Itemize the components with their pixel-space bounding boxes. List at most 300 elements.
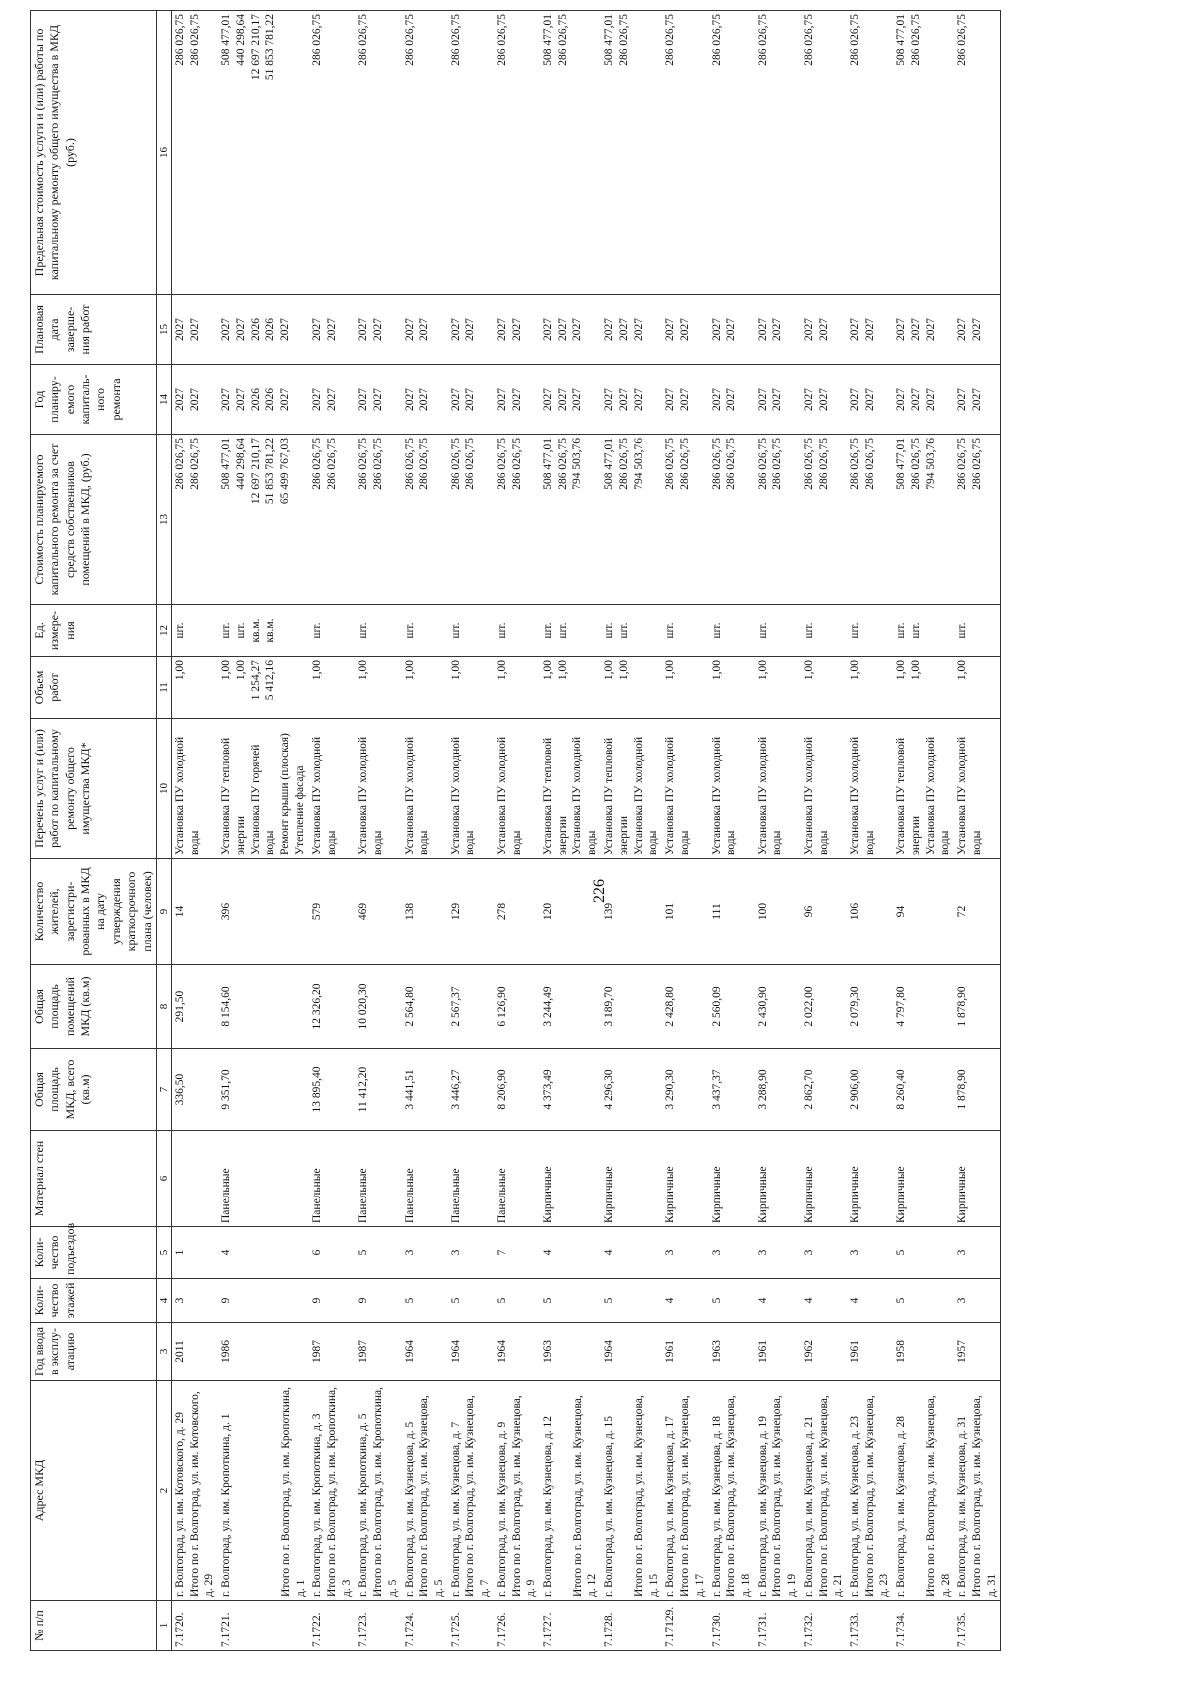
wall-material (662, 1131, 708, 1227)
repair-year-value: 2026 (249, 388, 262, 411)
volume (709, 657, 755, 719)
cost-limit-value: 286 026,75 (802, 14, 815, 66)
works-list (448, 719, 494, 859)
address-total: Итого по г. Волгоград, ул. им. Кузнецова, д. 12 (571, 1395, 599, 1597)
row-number (448, 1601, 494, 1651)
wall-material-value: Панельные (311, 1168, 324, 1223)
year-built (218, 1323, 309, 1381)
cost-limit (662, 11, 708, 295)
cost-limit-value: 508 477,01 (895, 14, 908, 66)
year-built-value: 1961 (664, 1340, 677, 1363)
floors-count-value: 9 (311, 1297, 324, 1304)
row-number-text: 7.1733. (848, 1612, 861, 1647)
unit (540, 605, 601, 657)
entrances-count (494, 1227, 540, 1279)
cost-value: 508 477,01 (603, 438, 616, 490)
address-total: Итого по г. Волгоград, ул. им. Кузнецова, д. 7 (464, 1395, 492, 1597)
cost-limit-value: 286 026,75 (617, 14, 630, 66)
year-built (847, 1323, 893, 1381)
cost-limit (355, 11, 401, 295)
cost-limit (893, 11, 954, 295)
total-area-value: 3 290,30 (664, 1069, 677, 1110)
premises-area-value: 2 564,80 (403, 986, 416, 1027)
volume-value: 1,00 (234, 660, 247, 681)
row-number-text: 7.1721. (220, 1612, 233, 1647)
address-total: Итого по г. Волгоград, ул. им. Кузнецова, д. 5 (418, 1395, 446, 1597)
repair-year-value: 2027 (418, 388, 431, 411)
repair-year-value: 2027 (449, 388, 462, 411)
residents-value: 100 (756, 902, 769, 921)
residents (601, 859, 662, 965)
cost-limit (309, 11, 355, 295)
entrances-count-value: 3 (848, 1249, 861, 1256)
cost-limit-value: 286 026,75 (173, 14, 186, 66)
address-cell (847, 1381, 893, 1601)
premises-area (540, 965, 601, 1049)
volume-value: 1,00 (403, 660, 416, 681)
total-area-value: 8 260,40 (895, 1069, 908, 1110)
residents-value: 94 (895, 905, 908, 918)
repair-year-value: 2027 (632, 388, 645, 411)
year-built (309, 1323, 355, 1381)
row-number (801, 1601, 847, 1651)
repair-year-value: 2027 (234, 388, 247, 411)
floors-count-value: 5 (449, 1297, 462, 1304)
cost-value: 286 026,75 (173, 438, 186, 490)
floors-count-value: 9 (220, 1297, 233, 1304)
cost-value: 286 026,75 (556, 438, 569, 490)
cost-limit (601, 11, 662, 295)
cost-limit (540, 11, 601, 295)
unit-value: кв.м. (264, 618, 277, 643)
total-area-value: 3 446,27 (449, 1069, 462, 1110)
cost-value: 794 503,76 (924, 438, 937, 490)
repair-year-value: 2027 (188, 388, 201, 411)
cost-limit (755, 11, 801, 295)
repair-year-value: 2027 (325, 388, 338, 411)
repair-year-value: 2027 (617, 388, 630, 411)
cost-value: 286 026,75 (357, 438, 370, 490)
row-number-text: 7.1726. (495, 1612, 508, 1647)
entrances-count (448, 1227, 494, 1279)
volume (171, 657, 218, 719)
entrances-count (355, 1227, 401, 1279)
works-list (954, 719, 1001, 859)
column-number: 12 (156, 605, 171, 657)
year-built-value: 1963 (710, 1340, 723, 1363)
address-total: Итого по г. Волгоград, ул. им. Кузнецова, д. 9 (510, 1395, 538, 1597)
volume (847, 657, 893, 719)
address-cell (954, 1381, 1001, 1601)
work-item: Установка ПУ холодной воды (956, 736, 984, 855)
volume-value: 1,00 (173, 660, 186, 681)
unit (893, 605, 954, 657)
cost-value: 286 026,75 (311, 438, 324, 490)
wall-material-value: Панельные (220, 1168, 233, 1223)
works-list (540, 719, 601, 859)
address: г. Волгоград, ул. им. Кузнецова, д. 31 (956, 1416, 969, 1597)
volume-value: 1,00 (617, 660, 630, 681)
total-area (309, 1049, 355, 1131)
row-number-text: 7.1732. (802, 1612, 815, 1647)
floors-count-value: 5 (710, 1297, 723, 1304)
repair-year-value: 2027 (909, 388, 922, 411)
premises-area (309, 965, 355, 1049)
cost-value: 286 026,75 (510, 438, 523, 490)
total-area-value: 1 878,90 (956, 1069, 969, 1110)
cost-limit (218, 11, 309, 295)
row-number (662, 1601, 708, 1651)
table-row (601, 11, 662, 1651)
floors-count (355, 1279, 401, 1323)
completion-date-value: 2027 (756, 318, 769, 341)
address: г. Волгоград, ул. им. Кузнецова, д. 15 (603, 1416, 616, 1597)
row-number (709, 1601, 755, 1651)
cost (218, 435, 309, 605)
premises-area (662, 965, 708, 1049)
repair-year-value: 2027 (495, 388, 508, 411)
wall-material-value: Панельные (495, 1168, 508, 1223)
residents (709, 859, 755, 965)
cost-value: 286 026,75 (188, 438, 201, 490)
cost (709, 435, 755, 605)
unit (402, 605, 448, 657)
repair-year-value: 2027 (311, 388, 324, 411)
volume-value: 1,00 (956, 660, 969, 681)
premises-area (218, 965, 309, 1049)
unit-value: шт. (220, 622, 233, 639)
unit-value: шт. (664, 622, 677, 639)
premises-area (448, 965, 494, 1049)
wall-material (218, 1131, 309, 1227)
volume (601, 657, 662, 719)
entrances-count-value: 5 (895, 1249, 908, 1256)
total-area (218, 1049, 309, 1131)
completion-date-value: 2027 (220, 318, 233, 341)
cost (662, 435, 708, 605)
cost-value: 65 499 767,03 (278, 438, 291, 505)
completion-date-value: 2027 (556, 318, 569, 341)
cost-limit-value: 286 026,75 (495, 14, 508, 66)
header-cell: Перечень услуг и (или) работ по капитальному ремонту общего имущества МКД* (31, 719, 157, 859)
table-row (355, 11, 401, 1651)
column-number: 13 (156, 435, 171, 605)
completion-date-value: 2027 (311, 318, 324, 341)
repair-year-value: 2027 (895, 388, 908, 411)
unit-value: шт. (449, 622, 462, 639)
repair-year (709, 365, 755, 435)
completion-date-value: 2027 (571, 318, 584, 341)
unit (847, 605, 893, 657)
cost-value: 286 026,75 (464, 438, 477, 490)
entrances-count-value: 3 (956, 1249, 969, 1256)
table-row (309, 11, 355, 1651)
column-number: 6 (156, 1131, 171, 1227)
completion-date-value: 2027 (802, 318, 815, 341)
year-built-value: 1964 (449, 1340, 462, 1363)
row-number-text: 7.1720. (173, 1612, 186, 1647)
row-number (893, 1601, 954, 1651)
total-area (709, 1049, 755, 1131)
volume-value: 1,00 (449, 660, 462, 681)
cost-limit (709, 11, 755, 295)
address-cell (801, 1381, 847, 1601)
cost (448, 435, 494, 605)
address-cell (171, 1381, 218, 1601)
repair-year (309, 365, 355, 435)
cost-limit (801, 11, 847, 295)
total-area (171, 1049, 218, 1131)
works-list (893, 719, 954, 859)
entrances-count (893, 1227, 954, 1279)
wall-material-value: Панельные (403, 1168, 416, 1223)
cost-value: 286 026,75 (679, 438, 692, 490)
total-area (448, 1049, 494, 1131)
year-built-value: 1964 (603, 1340, 616, 1363)
residents-value: 579 (311, 902, 324, 921)
cost-limit (494, 11, 540, 295)
cost-limit-value: 286 026,75 (357, 14, 370, 66)
total-area (801, 1049, 847, 1131)
header-cell: Стоимость планируемого капитального ремонта за счет средств собственников помещений в МКД, (руб.) (31, 435, 157, 605)
repair-year (402, 365, 448, 435)
total-area (494, 1049, 540, 1131)
total-area (355, 1049, 401, 1131)
address: г. Волгоград, ул. им. Кузнецова, д. 18 (710, 1416, 723, 1597)
cost-limit-value: 286 026,75 (956, 14, 969, 66)
cost-value: 51 853 781,22 (264, 438, 277, 505)
address: г. Волгоград, ул. им. Кузнецова, д. 28 (895, 1416, 908, 1597)
unit-value: шт. (542, 622, 555, 639)
table-row (755, 11, 801, 1651)
volume-value: 1,00 (357, 660, 370, 681)
year-built (402, 1323, 448, 1381)
table-row (893, 11, 954, 1651)
year-built-value: 1964 (495, 1340, 508, 1363)
cost-value: 12 697 210,17 (249, 438, 262, 505)
wall-material-value: Кирпичные (603, 1166, 616, 1223)
repair-year-value: 2027 (173, 388, 186, 411)
premises-area-value: 2 022,00 (802, 986, 815, 1027)
cost-limit (448, 11, 494, 295)
completion-date-value: 2027 (725, 318, 738, 341)
volume-value: 1,00 (556, 660, 569, 681)
unit (954, 605, 1001, 657)
address-total: Итого по г. Волгоград, ул. им. Кропоткина, д. 5 (372, 1386, 399, 1597)
unit-value: шт. (234, 622, 247, 639)
column-number: 15 (156, 295, 171, 365)
works-list (402, 719, 448, 859)
header-cell: Год ввода в эксплу- атацию (31, 1323, 157, 1381)
floors-count (755, 1279, 801, 1323)
unit-value: шт. (173, 622, 186, 639)
column-number-row (156, 11, 171, 1651)
works-list (494, 719, 540, 859)
column-number: 16 (156, 11, 171, 295)
floors-count (709, 1279, 755, 1323)
work-item: Установка ПУ холодной воды (173, 736, 201, 855)
entrances-count (954, 1227, 1001, 1279)
volume (755, 657, 801, 719)
repair-year-value: 2027 (956, 388, 969, 411)
unit (709, 605, 755, 657)
completion-date (662, 295, 708, 365)
address: г. Волгоград, ул. им. Котовского, д. 29 (173, 1411, 186, 1597)
address-cell (355, 1381, 401, 1601)
repair-year (755, 365, 801, 435)
volume (540, 657, 601, 719)
cost-limit-value: 440 298,64 (234, 14, 247, 66)
premises-area (801, 965, 847, 1049)
wall-material-value: Кирпичные (756, 1166, 769, 1223)
address-total: Итого по г. Волгоград, ул. им. Кузнецова, д. 15 (632, 1395, 660, 1597)
cost-limit-value: 286 026,75 (556, 14, 569, 66)
repair-year (448, 365, 494, 435)
completion-date-value: 2027 (771, 318, 784, 341)
residents (402, 859, 448, 965)
completion-date-value: 2027 (603, 318, 616, 341)
entrances-count-value: 3 (449, 1249, 462, 1256)
premises-area-value: 8 154,60 (220, 986, 233, 1027)
cost-value: 508 477,01 (542, 438, 555, 490)
repair-year (893, 365, 954, 435)
address-total: Итого по г. Волгоград, ул. им. Кузнецова, д. 28 (924, 1395, 952, 1597)
address: г. Волгоград, ул. им. Кропоткина, д. 1 (220, 1413, 233, 1597)
header-cell: Предельная стоимость услуги и (или) работы по капитальному ремонту общего имущества в МКД (руб.) (31, 11, 157, 295)
completion-date-value: 2027 (924, 318, 937, 341)
floors-count (218, 1279, 309, 1323)
completion-date-value: 2027 (357, 318, 370, 341)
unit (448, 605, 494, 657)
cost-limit (954, 11, 1001, 295)
address-total: Итого по г. Волгоград, ул. им. Кузнецова, д. 23 (863, 1395, 891, 1597)
unit (662, 605, 708, 657)
header-cell: Коли- чество подъездов (31, 1227, 157, 1279)
entrances-count (540, 1227, 601, 1279)
floors-count (954, 1279, 1001, 1323)
repair-year-value: 2027 (848, 388, 861, 411)
work-item: Установка ПУ горячей воды (249, 744, 277, 855)
cost-limit-value: 286 026,75 (188, 14, 201, 66)
wall-material-value: Кирпичные (710, 1166, 723, 1223)
wall-material-value: Кирпичные (848, 1166, 861, 1223)
address-total: Итого по г. Волгоград, ул. им. Котовского, д. 29 (188, 1391, 216, 1597)
completion-date (601, 295, 662, 365)
works-list (309, 719, 355, 859)
completion-date-value: 2027 (679, 318, 692, 341)
wall-material-value: Кирпичные (895, 1166, 908, 1223)
row-number-text: 7.1731. (756, 1612, 769, 1647)
work-item: Установка ПУ холодной воды (802, 736, 830, 855)
floors-count-value: 5 (542, 1297, 555, 1304)
cost-value: 286 026,75 (971, 438, 984, 490)
repair-year-value: 2027 (756, 388, 769, 411)
cost (601, 435, 662, 605)
column-number: 7 (156, 1049, 171, 1131)
total-area-value: 2 862,70 (802, 1069, 815, 1110)
total-area-value: 3 288,90 (756, 1069, 769, 1110)
unit (755, 605, 801, 657)
entrances-count-value: 4 (603, 1249, 616, 1256)
completion-date-value: 2026 (264, 318, 277, 341)
year-built (540, 1323, 601, 1381)
unit-value: шт. (617, 622, 630, 639)
work-item: Установка ПУ тепловой энергии (542, 737, 569, 855)
completion-date (309, 295, 355, 365)
repair-year-value: 2027 (510, 388, 523, 411)
premises-area (494, 965, 540, 1049)
year-built-value: 1961 (848, 1340, 861, 1363)
volume-value: 1,00 (603, 660, 616, 681)
floors-count-value: 9 (357, 1297, 370, 1304)
wall-material (494, 1131, 540, 1227)
works-list (355, 719, 401, 859)
cost-limit-value: 286 026,75 (848, 14, 861, 66)
header-row (31, 11, 157, 1651)
work-item: Установка ПУ холодной воды (495, 736, 523, 855)
volume-value: 5 412,16 (264, 660, 277, 701)
total-area-value: 8 206,90 (495, 1069, 508, 1110)
address: г. Волгоград, ул. им. Кропоткина, д. 3 (311, 1413, 324, 1597)
total-area (847, 1049, 893, 1131)
residents (218, 859, 309, 965)
completion-date (847, 295, 893, 365)
completion-date-value: 2027 (418, 318, 431, 341)
cost-limit-value: 286 026,75 (756, 14, 769, 66)
completion-date-value: 2027 (278, 318, 291, 341)
premises-area (709, 965, 755, 1049)
work-item: Установка ПУ холодной воды (357, 736, 385, 855)
repair-year-value: 2027 (710, 388, 723, 411)
completion-date-value: 2027 (617, 318, 630, 341)
residents (847, 859, 893, 965)
address-cell (309, 1381, 355, 1601)
volume (355, 657, 401, 719)
cost-value: 286 026,75 (403, 438, 416, 490)
table-body (171, 11, 1001, 1651)
address: г. Волгоград, ул. им. Кузнецова, д. 21 (802, 1416, 815, 1597)
address-total: Итого по г. Волгоград, ул. им. Кузнецова, д. 31 (971, 1395, 998, 1597)
completion-date-value: 2027 (848, 318, 861, 341)
year-built (954, 1323, 1001, 1381)
header-cell: Год планиру- емого капиталь- ного ремонта (31, 365, 157, 435)
premises-area (601, 965, 662, 1049)
premises-area-value: 1 878,90 (956, 986, 969, 1027)
wall-material (847, 1131, 893, 1227)
unit-value: шт. (848, 622, 861, 639)
header-cell: Коли- чество этажей (31, 1279, 157, 1323)
completion-date-value: 2027 (710, 318, 723, 341)
address-total: Итого по г. Волгоград, ул. им. Кузнецова, д. 21 (817, 1395, 845, 1597)
completion-date-value: 2027 (956, 318, 969, 341)
floors-count-value: 5 (895, 1297, 908, 1304)
repair-year-value: 2027 (924, 388, 937, 411)
entrances-count (662, 1227, 708, 1279)
row-number (402, 1601, 448, 1651)
work-item: Установка ПУ холодной воды (664, 736, 692, 855)
premises-area-value: 4 797,80 (895, 986, 908, 1027)
repair-plan-table (30, 10, 1001, 1651)
row-number (540, 1601, 601, 1651)
wall-material (755, 1131, 801, 1227)
row-number-text: 7.1722. (311, 1612, 324, 1647)
total-area (601, 1049, 662, 1131)
repair-year-value: 2027 (357, 388, 370, 411)
premises-area-value: 6 126,90 (495, 986, 508, 1027)
volume (954, 657, 1001, 719)
floors-count-value: 3 (173, 1297, 186, 1304)
row-number-text: 7.1727. (542, 1612, 555, 1647)
